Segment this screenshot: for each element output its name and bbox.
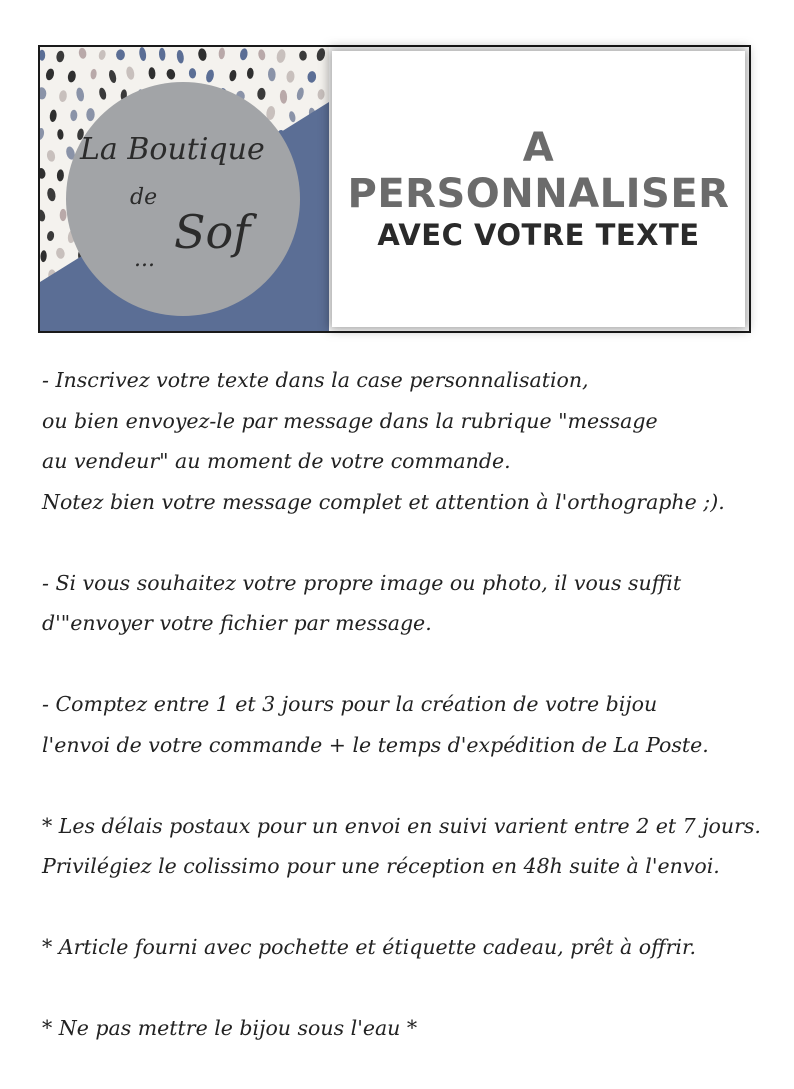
text-line: - Inscrivez votre texte dans la case personnalisation, <box>42 368 589 392</box>
text-line: - Comptez entre 1 et 3 jours pour la création de votre bijou <box>42 692 658 716</box>
instructions <box>42 360 772 1089</box>
paragraph <box>42 927 772 968</box>
paragraph <box>42 563 772 644</box>
text-line: l'envoi de votre commande + le temps d'expédition de La Poste. <box>42 732 709 757</box>
page-subtitle: AVEC VOTRE TEXTE <box>377 218 700 252</box>
logo-line-2: de <box>130 185 158 210</box>
header-banner <box>38 45 751 333</box>
text-line: * Ne pas mettre le bijou sous l'eau * <box>42 1016 418 1040</box>
shop-logo <box>40 47 329 331</box>
text-line: Privilégiez le colissimo pour une réception en 48h suite à l'envoi. <box>42 854 720 878</box>
paragraph <box>42 806 772 887</box>
text-line: * Les délais postaux pour un envoi en suivi varient entre 2 et 7 jours. <box>42 813 761 838</box>
text-line: d'"envoyer votre fichier par message. <box>42 611 432 635</box>
logo-line-4: ... <box>134 247 155 272</box>
text-line: - Si vous souhaitez votre propre image ou photo, il vous suffit <box>42 570 682 595</box>
paragraph <box>42 684 772 765</box>
text-line: * Article fourni avec pochette et étiquette cadeau, prêt à offrir. <box>42 935 697 959</box>
text-line: au vendeur" au moment de votre commande. <box>42 449 511 473</box>
text-line: ou bien envoyez-le par message dans la rubrique "message <box>42 408 658 433</box>
logo-line-1: La Boutique <box>80 132 265 167</box>
title-panel <box>332 51 745 327</box>
logo-wordmark <box>40 47 329 331</box>
paragraph <box>42 360 772 522</box>
paragraph <box>42 1008 772 1049</box>
page-title: A PERSONNALISER <box>347 125 730 217</box>
text-line: Notez bien votre message complet et attention à l'orthographe ;). <box>42 489 725 514</box>
logo-line-3: Sof <box>174 205 251 259</box>
